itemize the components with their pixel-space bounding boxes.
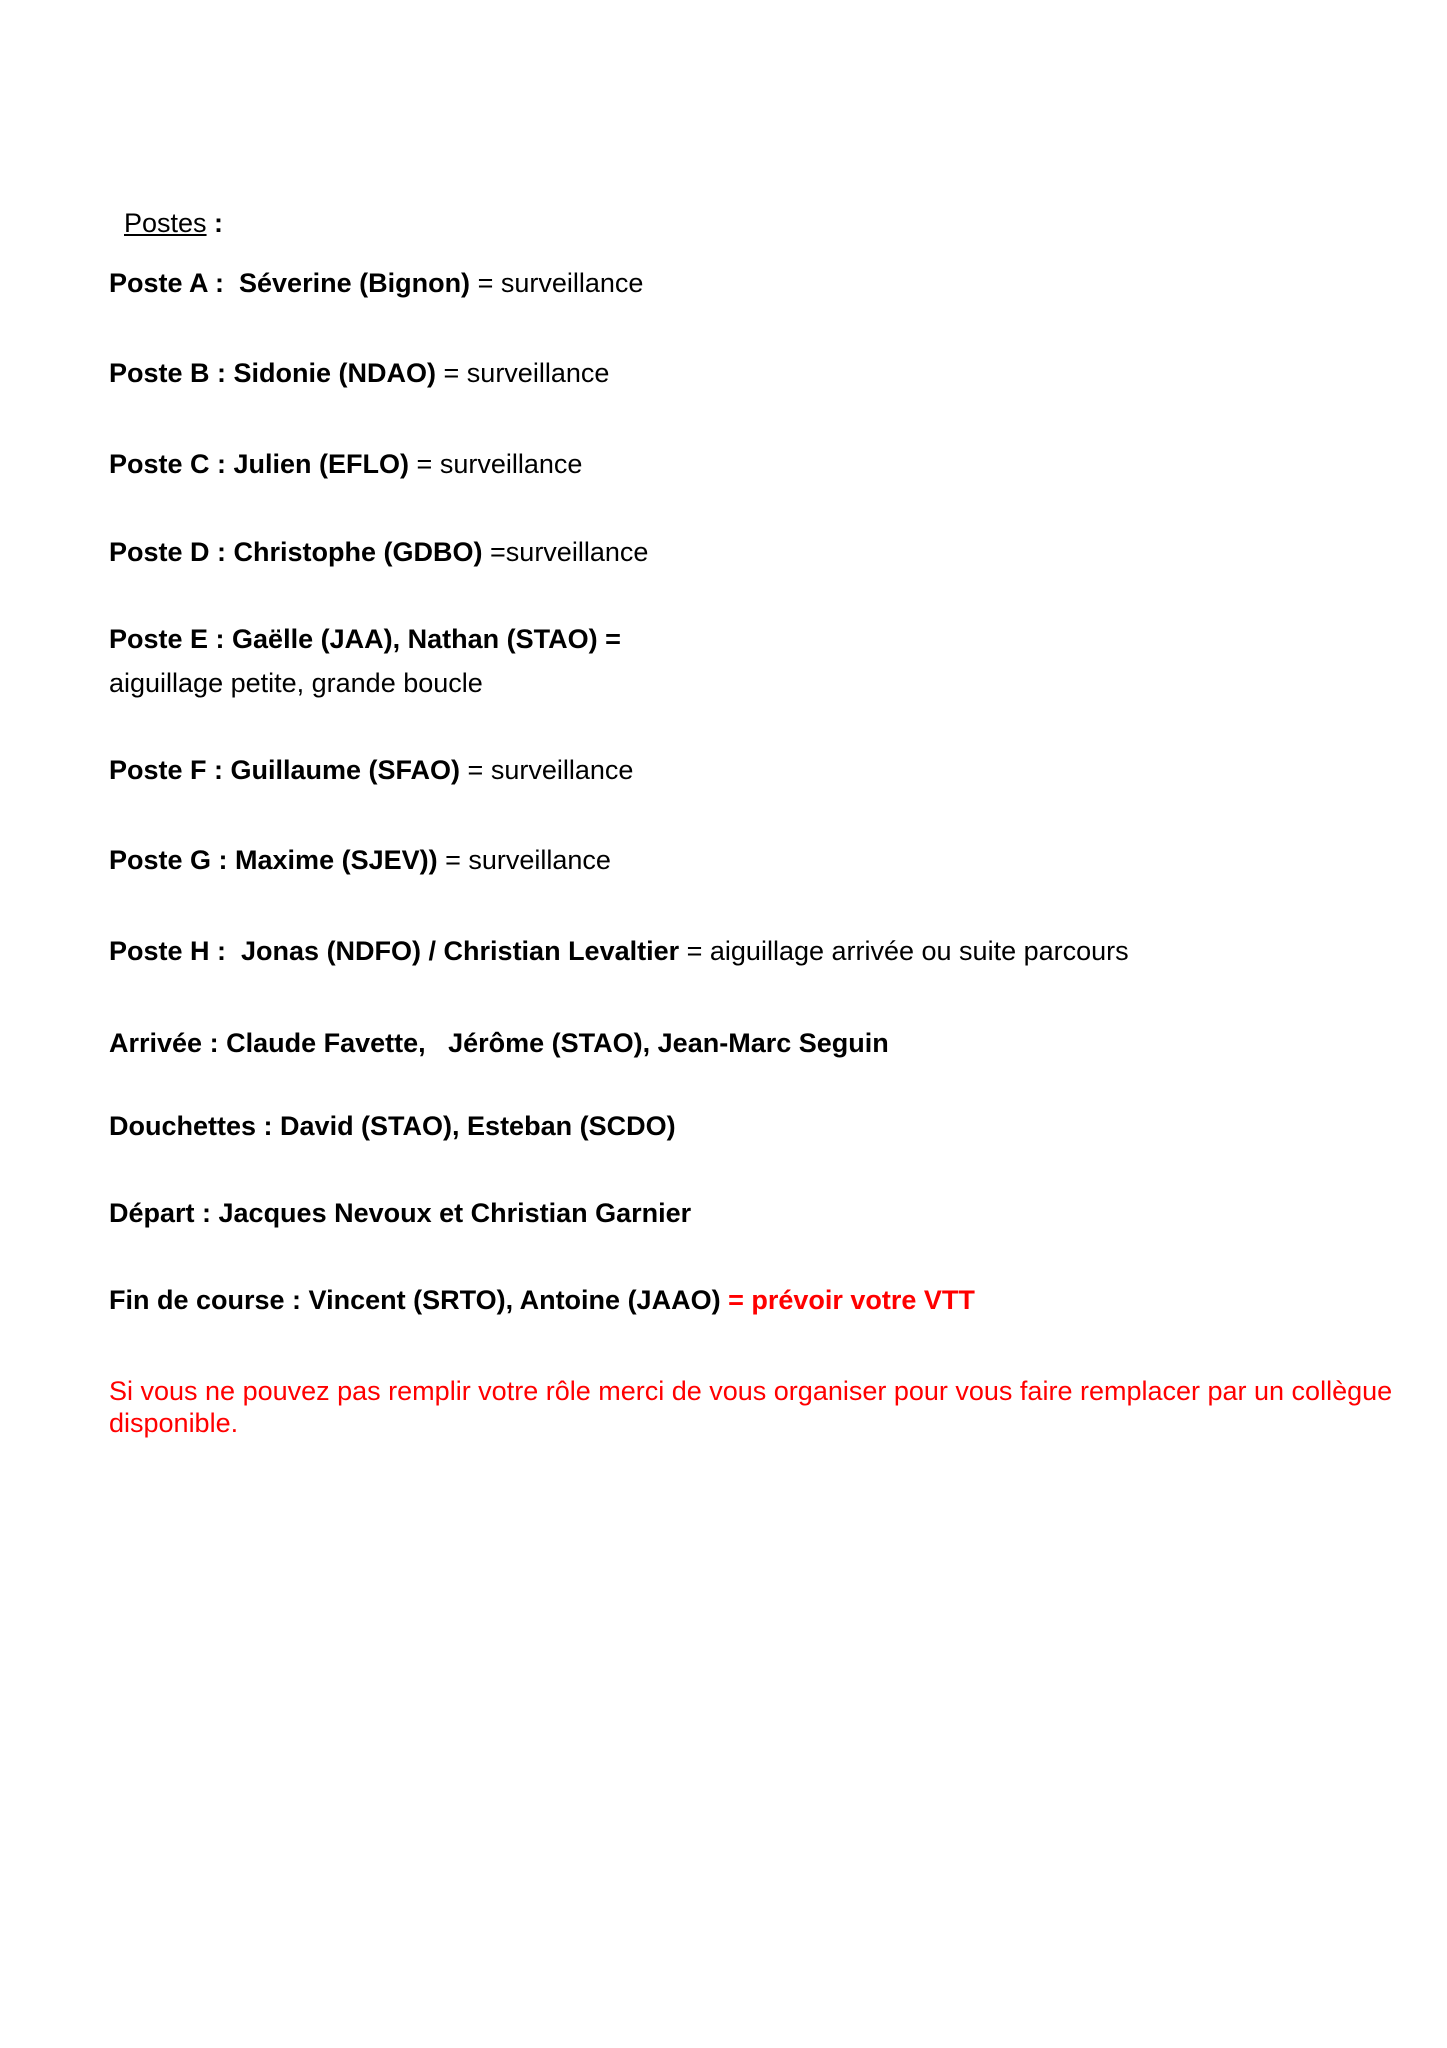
poste-d-names: Christophe (GDBO) [226, 537, 483, 567]
poste-c-role: = surveillance [409, 449, 583, 479]
poste-f-label: Poste F : [109, 755, 224, 785]
postes-heading [124, 207, 223, 239]
poste-h-role: = aiguillage arrivée ou suite parcours [679, 936, 1129, 966]
poste-g-label: Poste G : [109, 845, 228, 875]
poste-c-names: Julien (EFLO) [226, 449, 410, 479]
poste-f-names: Guillaume (SFAO) [223, 755, 461, 785]
postes-heading-label: Postes [124, 208, 207, 238]
fin-de-course [109, 1284, 975, 1316]
poste-e-label: Poste E : [109, 624, 225, 654]
poste-b-role: = surveillance [436, 358, 610, 388]
poste-d [109, 536, 648, 568]
poste-a [109, 267, 643, 299]
poste-c-label: Poste C : [109, 449, 227, 479]
poste-b-label: Poste B : [109, 358, 227, 388]
depart-names: Jacques Nevoux et Christian Garnier [211, 1198, 692, 1228]
poste-e-names: Gaëlle (JAA), Nathan (STAO) = [224, 624, 621, 654]
fin-de-course-names: Vincent (SRTO), Antoine (JAAO) [301, 1285, 729, 1315]
replacement-note: Si vous ne pouvez pas remplir votre rôle merci de vous organiser pour vous faire remplacer par un collègue disponible. [109, 1376, 1393, 1438]
postes-heading-colon: : [206, 208, 224, 238]
poste-h-label: Poste H : [109, 936, 227, 966]
poste-b [109, 357, 609, 389]
douchettes [109, 1110, 676, 1142]
poste-a-names: Séverine (Bignon) [224, 268, 471, 298]
douchettes-label: Douchettes : [109, 1111, 273, 1141]
depart-label: Départ : [109, 1198, 212, 1228]
arrivee-label: Arrivée : [109, 1028, 219, 1058]
fin-de-course-label: Fin de course : [109, 1285, 302, 1315]
poste-e-role: aiguillage petite, grande boucle [109, 668, 483, 698]
poste-f [109, 754, 633, 786]
poste-h-names: Jonas (NDFO) / Christian Levaltier [226, 936, 680, 966]
poste-e [109, 623, 621, 655]
arrivee [109, 1027, 889, 1059]
poste-g [109, 844, 611, 876]
poste-a-label: Poste A : [109, 268, 225, 298]
depart [109, 1197, 691, 1229]
poste-h [109, 935, 1129, 967]
poste-g-role: = surveillance [437, 845, 611, 875]
arrivee-names: Claude Favette, Jérôme (STAO), Jean-Marc Seguin [218, 1028, 889, 1058]
fin-de-course-warning: = prévoir votre VTT [728, 1285, 975, 1315]
poste-d-role: =surveillance [482, 537, 649, 567]
poste-g-names: Maxime (SJEV)) [227, 845, 438, 875]
poste-d-label: Poste D : [109, 537, 227, 567]
poste-a-role: = surveillance [470, 268, 644, 298]
poste-b-names: Sidonie (NDAO) [226, 358, 437, 388]
douchettes-names: David (STAO), Esteban (SCDO) [272, 1111, 676, 1141]
poste-f-role: = surveillance [460, 755, 634, 785]
poste-c [109, 448, 582, 480]
